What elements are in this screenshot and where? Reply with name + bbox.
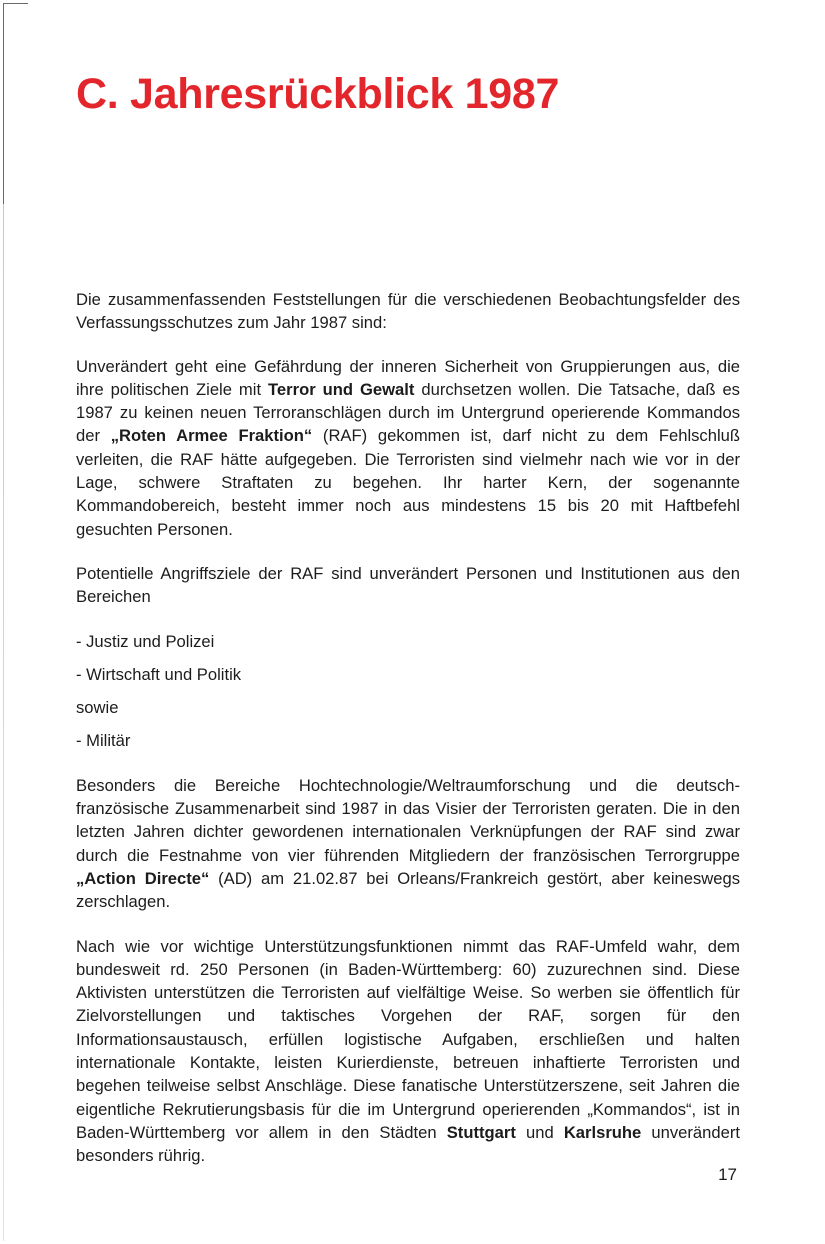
text-segment: durchsetzen wollen. Die Tatsache, daß es 1987 zu keinen neuen Terroranschlägen durch im Untergrund operierende Kommandos der <box>76 379 740 446</box>
list-connector: sowie <box>76 698 119 718</box>
text-segment: (RAF) gekommen ist, darf nicht zu dem Fehlschluß verleiten, die RAF hätte aufgegeben. Die Terroristen sind vielmehr nach wie vor in der Lage, schwere Straftaten zu begehen. Ihr harter Kern, der sogenannte Kommandobereich, besteht immer noch aus mindestens 15 bis 20 mit Haftbefehl gesuchten Personen. <box>76 426 741 539</box>
bold-term: Terror und Gewalt <box>268 379 415 399</box>
bold-term: „Roten Armee Fraktion“ <box>110 426 313 446</box>
bold-term: Karlsruhe <box>563 1122 642 1142</box>
text-segment: Nach wie vor wichtige Unterstützungsfunktionen nimmt das RAF-Umfeld wahr, dem bundesweit rd. 250 Personen (in Baden-Württemberg: 60) zuzurechnen sind. Diese Aktivisten unterstützen die Terroristen auf vielfältige Weise. So werben sie öffentlich für Zielvorstellungen und taktisches Vorgehen der RAF, sorgen für den Informationsaustausch, erfüllen logistische Aufgaben, erschließen und halten internationale Kontakte, leisten Kurierdienste, betreuen inhaftierte Terroristen und begehen teilweise selbst Anschläge. Diese fanatische Unterstützerszene, seit Jahren die eigentliche Rekrutierungsbasis für die im Untergrund operierenden „Kommandos“, ist in Baden-Württemberg vor allem in den Städten <box>76 936 740 1142</box>
text-segment: (AD) am 21.02.87 bei Orleans/Frankreich gestört, aber keineswegs zerschlagen. <box>76 868 741 912</box>
targets-paragraph: Potentielle Angriffsziele der RAF sind unverändert Personen und Institutionen aus den Bereichen <box>76 563 740 607</box>
list-item: - Justiz und Polizei <box>76 631 215 651</box>
body-text <box>76 288 740 1168</box>
page-number: 17 <box>718 1165 737 1184</box>
crop-mark <box>3 3 28 204</box>
bold-term: Stuttgart <box>446 1122 516 1142</box>
text-segment: und <box>515 1122 564 1142</box>
intro-paragraph: Die zusammenfassenden Feststellungen für die verschiedenen Beobachtungsfelder des Verfassungsschutzes zum Jahr 1987 sind: <box>76 290 740 333</box>
bold-term: „Action Directe“ <box>76 868 210 888</box>
page-title: C. Jahresrückblick 1987 <box>76 70 560 118</box>
list-item: - Militär <box>76 731 131 751</box>
text-segment: Unverändert geht eine Gefährdung der inneren Sicherheit von Gruppierungen aus, die ihre politischen Ziele mit <box>76 356 740 399</box>
list-item: - Wirtschaft und Politik <box>76 664 242 684</box>
text-segment: Besonders die Bereiche Hochtechnologie/Weltraumforschung und die deutsch-französische Zusammenarbeit sind 1987 in das Visier der Terroristen geraten. Die in den letzten Jahren dichter gewordenen internationalen Verknüpfungen der RAF sind zwar durch die Festnahme von vier führenden Mitgliedern der französischen Terrorgruppe <box>76 775 740 865</box>
support-paragraph <box>76 935 740 1168</box>
text-segment: unverändert besonders rührig. <box>76 1122 740 1166</box>
threat-paragraph <box>76 355 740 541</box>
focus-paragraph <box>76 774 740 914</box>
